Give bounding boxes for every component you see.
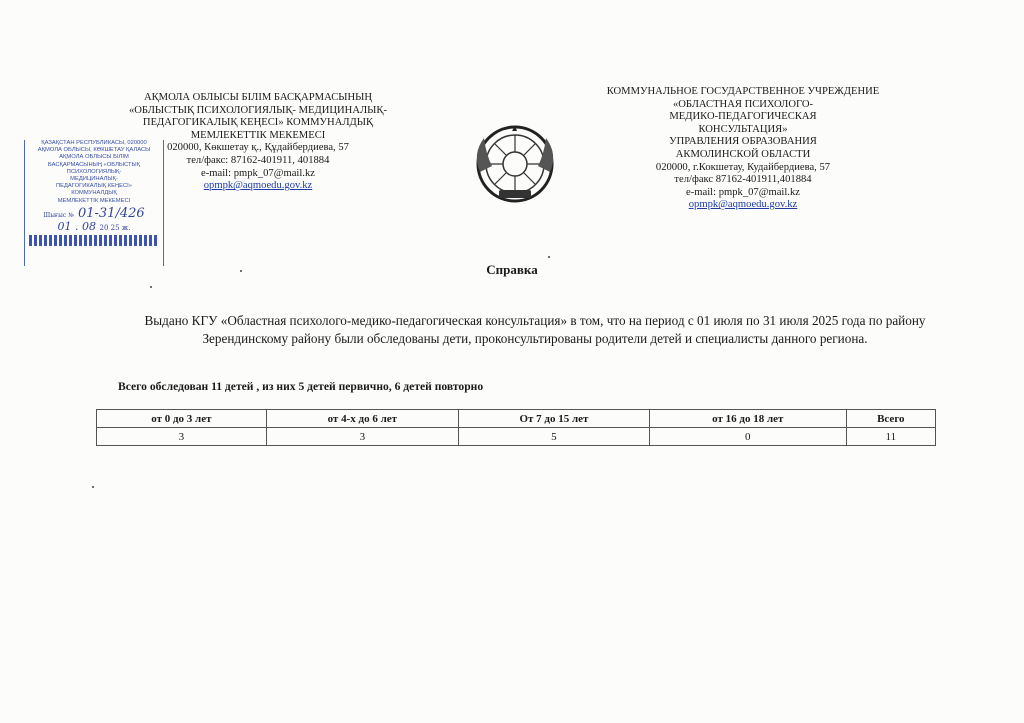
column-header: Всего	[846, 410, 935, 428]
stamp-line: КОММУНАЛДЫҚ	[71, 190, 117, 197]
stamp-line: МЕДИЦИНАЛЫҚ-	[70, 176, 118, 183]
scan-speck	[240, 270, 242, 272]
letterhead-line: МЕДИКО-ПЕДАГОГИЧЕСКАЯ	[669, 111, 817, 123]
stamp-month: 08	[82, 219, 97, 233]
stamp-line: АҚМОЛА ОБЛЫСЫ БІЛІМ	[59, 154, 129, 161]
table-cell: 3	[97, 428, 267, 446]
letterhead-line: e-mail: pmpk_07@mail.kz	[686, 186, 800, 198]
letterhead-line: МЕМЛЕКЕТТІК МЕКЕМЕСІ	[190, 129, 326, 141]
website-link[interactable]: opmpk@aqmoedu.gov.kz	[203, 180, 313, 192]
letterhead-line: 020000, Көкшетау қ., Құдайбердиева, 57	[167, 142, 349, 154]
letterhead-line: ПЕДАГОГИКАЛЫҚ КЕҢЕСІ» КОММУНАЛДЫҚ	[142, 117, 374, 129]
table-cell: 3	[266, 428, 458, 446]
table-header-row	[97, 410, 936, 428]
column-header: От 7 до 15 лет	[458, 410, 649, 428]
stamp-line: МЕМЛЕКЕТТІК МЕКЕМЕСІ	[57, 197, 131, 204]
stamp-year: 20 25 ж.	[99, 223, 131, 232]
russian-letterhead	[592, 86, 894, 212]
document-body: Выдано КГУ «Областная психолого-медико-педагогическая консультация» в том, что на период с 01 июля по 31 июля 2025 года по району Зерендинскому району были обследованы дети, проконсультированы родители детей и специалисты данного региона.	[144, 313, 926, 346]
stamp-number-prefix: Шығыс №	[43, 211, 74, 219]
letterhead-line: АКМОЛИНСКОЙ ОБЛАСТИ	[675, 148, 811, 160]
stamp-line: БАСҚАРМАСЫНЫҢ «ОБЛЫСТЫҚ	[47, 161, 141, 168]
summary-line: Всего обследован 11 детей , из них 5 детей первично, 6 детей повторно	[118, 380, 484, 393]
age-statistics-table	[96, 409, 936, 446]
letterhead-line: «ОБЛЫСТЫҚ ПСИХОЛОГИЯЛЫҚ- МЕДИЦИНАЛЫҚ-	[128, 104, 387, 116]
stamp-line: ПСИХОЛОГИЯЛЫҚ-	[66, 168, 122, 175]
letterhead-line: тел/факс: 87162-401911, 401884	[186, 154, 330, 166]
letterhead-line: УПРАВЛЕНИЯ ОБРАЗОВАНИЯ	[669, 136, 817, 148]
letterhead-line: 020000, г.Кокшетау, Кудайбердиева, 57	[655, 161, 831, 173]
letterhead-line: КОНСУЛЬТАЦИЯ»	[698, 123, 788, 135]
table-cell: 0	[649, 428, 846, 446]
letterhead-line: «ОБЛАСТНАЯ ПСИХОЛОГО-	[672, 98, 814, 110]
scan-speck	[92, 486, 94, 488]
letterhead-line: АҚМОЛА ОБЛЫСЫ БІЛІМ БАСҚАРМАСЫНЫҢ	[143, 92, 373, 103]
column-header: от 16 до 18 лет	[649, 410, 846, 428]
registration-stamp: ҚАЗАҚСТАН РЕСПУБЛИКАСЫ, 020000 АҚМОЛА ОБЛЫСЫ, КӨКШЕТАУ ҚАЛАСЫ АҚМОЛА ОБЛЫСЫ БІЛІМ БАСҚАРМАСЫНЫҢ «ОБЛЫСТЫҚ ПСИХОЛОГИЯЛЫҚ- МЕДИЦИНАЛЫҚ- ПЕДАГОГИКАЛЫҚ КЕҢЕСІ» КОММУНАЛДЫҚ МЕМЛЕКЕТТІК МЕКЕМЕСІ Шығыс № 01-31/426 01 . 08 20 25 ж.	[24, 140, 164, 266]
website-link[interactable]: opmpk@aqmoedu.gov.kz	[688, 199, 798, 211]
letterhead-line: e-mail: pmpk_07@mail.kz	[201, 167, 315, 179]
table-cell: 11	[846, 428, 935, 446]
stamp-line: ПЕДАГОГИКАЛЫҚ КЕҢЕСІ»	[55, 183, 133, 190]
letterhead-line: тел/факс 87162-401911,401884	[674, 174, 812, 186]
scan-speck	[150, 286, 152, 288]
column-header: от 4-х до 6 лет	[266, 410, 458, 428]
stamp-line: АҚМОЛА ОБЛЫСЫ, КӨКШЕТАУ ҚАЛАСЫ	[37, 147, 151, 154]
letterhead-line: КОММУНАЛЬНОЕ ГОСУДАРСТВЕННОЕ УЧРЕЖДЕНИЕ	[606, 86, 880, 97]
document-title: Справка	[486, 262, 538, 277]
stamp-barcode-band	[29, 235, 159, 246]
stamp-number: 01-31/426	[77, 205, 145, 221]
stamp-day: 01	[57, 219, 72, 233]
stamp-line: ҚАЗАҚСТАН РЕСПУБЛИКАСЫ, 020000	[41, 140, 147, 146]
state-emblem-icon	[466, 124, 564, 204]
scan-speck	[548, 256, 550, 258]
table-cell: 5	[458, 428, 649, 446]
column-header: от 0 до 3 лет	[97, 410, 267, 428]
table-row	[97, 428, 936, 446]
